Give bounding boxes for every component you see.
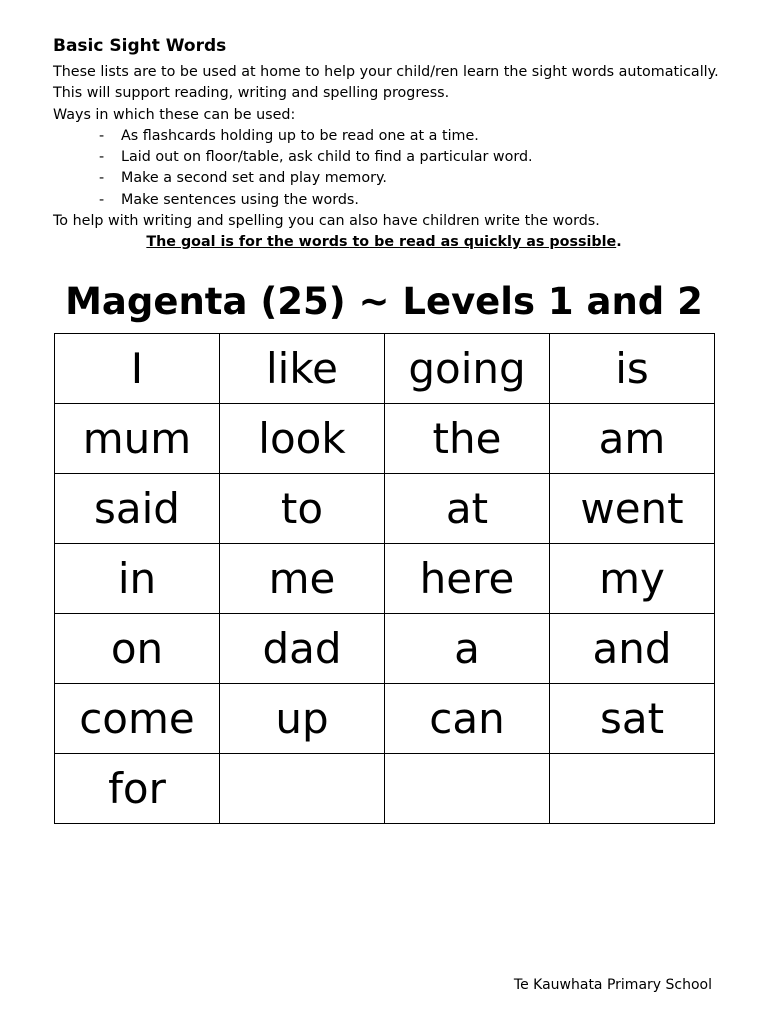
page-heading: Basic Sight Words xyxy=(53,36,227,56)
usage-item xyxy=(53,147,743,168)
word-cell: am xyxy=(550,404,715,474)
usage-item-text: Make sentences using the words. xyxy=(121,191,359,208)
word-cell: mum xyxy=(55,404,220,474)
goal-period: . xyxy=(616,234,622,250)
word-cell: sat xyxy=(550,684,715,754)
instructions xyxy=(53,62,743,232)
table-row xyxy=(55,754,715,824)
goal-text: The goal is for the words to be read as quickly as possible xyxy=(146,234,617,250)
table-row xyxy=(55,684,715,754)
word-cell: at xyxy=(385,474,550,544)
bullet-dash: - xyxy=(99,149,105,166)
intro-line: These lists are to be used at home to help your child/ren learn the sight words automatically. xyxy=(53,64,719,80)
usage-list xyxy=(53,126,743,211)
word-list-title: Magenta (25) ~ Levels 1 and 2 xyxy=(65,280,703,323)
school-name-footer: Te Kauwhata Primary School xyxy=(513,977,712,993)
usage-item-text: Make a second set and play memory. xyxy=(121,170,387,187)
word-cell: look xyxy=(220,404,385,474)
word-cell: me xyxy=(220,544,385,614)
empty-cell xyxy=(550,754,715,824)
word-cell: here xyxy=(385,544,550,614)
table-row xyxy=(55,544,715,614)
word-cell: my xyxy=(550,544,715,614)
word-cell: I xyxy=(55,334,220,404)
intro-line: Ways in which these can be used: xyxy=(53,106,296,123)
usage-item xyxy=(53,168,743,189)
word-cell: can xyxy=(385,684,550,754)
bullet-dash: - xyxy=(99,191,105,208)
word-cell: is xyxy=(550,334,715,404)
usage-item xyxy=(53,190,743,211)
word-cell: the xyxy=(385,404,550,474)
word-cell: up xyxy=(220,684,385,754)
bullet-dash: - xyxy=(99,127,105,144)
empty-cell xyxy=(385,754,550,824)
table-row xyxy=(55,334,715,404)
word-cell: going xyxy=(385,334,550,404)
word-cell: come xyxy=(55,684,220,754)
intro-line: To help with writing and spelling you can also have children write the words. xyxy=(53,213,600,230)
table-row xyxy=(55,474,715,544)
bullet-dash: - xyxy=(99,170,105,187)
word-cell: for xyxy=(55,754,220,824)
intro-line: This will support reading, writing and spelling progress. xyxy=(53,85,450,102)
word-cell: dad xyxy=(220,614,385,684)
usage-item-text: As flashcards holding up to be read one at a time. xyxy=(121,127,479,144)
word-cell: a xyxy=(385,614,550,684)
word-cell: went xyxy=(550,474,715,544)
table-row xyxy=(55,614,715,684)
word-cell: to xyxy=(220,474,385,544)
usage-item-text: Laid out on floor/table, ask child to find a particular word. xyxy=(121,149,533,166)
word-cell: on xyxy=(55,614,220,684)
empty-cell xyxy=(220,754,385,824)
word-cell: in xyxy=(55,544,220,614)
table-row xyxy=(55,404,715,474)
word-cell: said xyxy=(55,474,220,544)
word-cell: and xyxy=(550,614,715,684)
sight-word-table xyxy=(54,333,715,824)
word-cell: like xyxy=(220,334,385,404)
goal-statement xyxy=(0,232,768,253)
usage-item xyxy=(53,126,743,147)
